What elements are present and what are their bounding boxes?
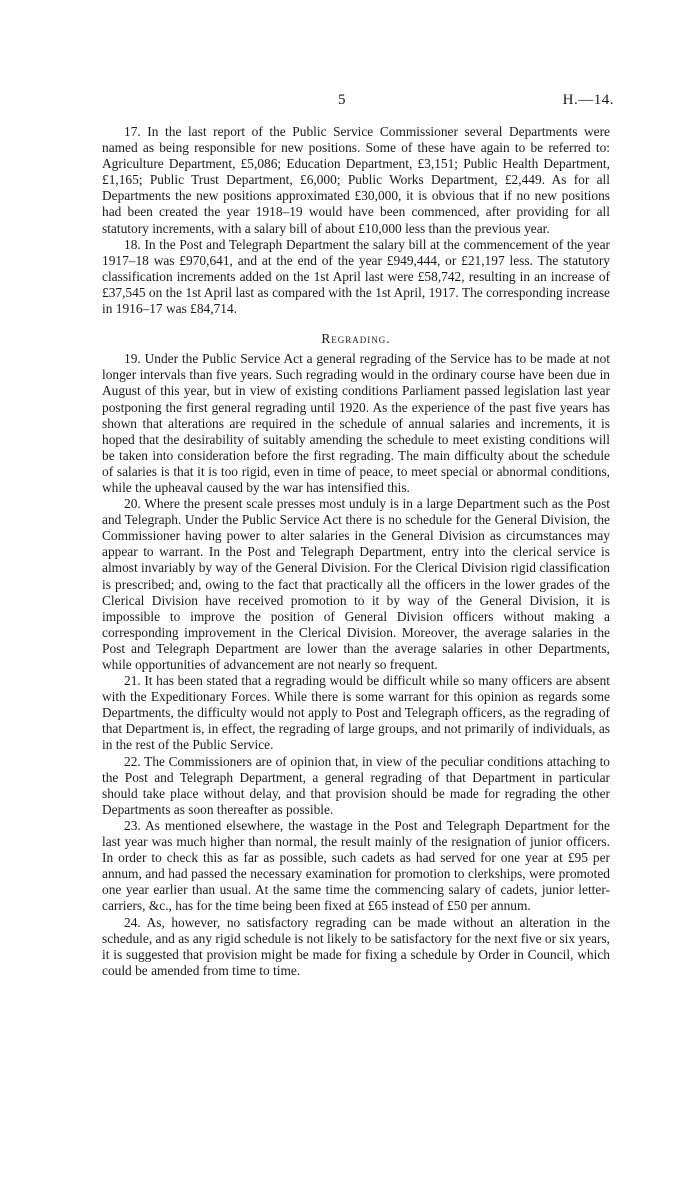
paragraph-22: 22. The Commissioners are of opinion that, in view of the peculiar conditions attaching to the Post and Telegraph Department, a general regrading of that Department in particular should take place without delay, and that provision should be made for regrading the other Departments as soon thereafter as possible.: [102, 753, 610, 817]
section-heading-regrading: Regrading.: [321, 331, 391, 347]
paragraph-20: 20. Where the present scale presses most unduly is in a large Department such as the Post and Telegraph. Under the Public Service Act there is no schedule for the General Division, the Commissioner having power to alter salaries in the General Division as circumstances may appear to warrant. In the Post and Telegraph Department, entry into the clerical service is almost invariably by way of the General Division. For the Clerical Division rigid classification is prescribed; and, owing to the fact that practically all the officers in the lower grades of the Clerical Division have received promotion to it by way of the General Division, it is impossible to improve the position of General Division officers without making a corresponding improvement in the Clerical Division. Moreover, the average salaries in the Post and Telegraph Department are lower than the average salaries in other Departments, while opportunities of advancement are not nearly so frequent.: [102, 496, 610, 672]
paragraph-23: 23. As mentioned elsewhere, the wastage in the Post and Telegraph Department for the last year was much higher than normal, the result mainly of the resignation of junior officers. In order to check this as far as possible, such cadets as had served for one year at £95 per annum, and had passed the necessary examination for promotion to clerkships, were promoted one year earlier than usual. At the same time the commencing salary of cadets, junior letter-carriers, &c., has for the time being been fixed at £65 instead of £50 per annum.: [102, 817, 610, 914]
document-series-reference: H.—14.: [562, 92, 614, 108]
page-header: [0, 92, 700, 110]
paragraph-21: 21. It has been stated that a regrading would be difficult while so many officers are absent with the Expeditionary Forces. While there is some warrant for this opinion as regards some Departments, the difficulty would not apply to Post and Telegraph officers, as the regrading of that Department is, in effect, the regrading of large groups, and not primarily of individuals, as in the rest of the Public Service.: [102, 673, 610, 753]
paragraph-18: 18. In the Post and Telegraph Department the salary bill at the commencement of the year 1917–18 was £970,641, and at the end of the year £949,444, or £21,197 less. The statutory classification increments added on the 1st April last were £58,742, resulting in an increase of £37,545 on the 1st April last as compared with the 1st April, 1917. The corresponding increase in 1916–17 was £84,714.: [102, 236, 610, 317]
page-number: 5: [338, 92, 346, 108]
paragraph-17: 17. In the last report of the Public Service Commissioner several Departments were named as being responsible for new positions. Some of these have again to be referred to: Agriculture Department, £5,086; Education Department, £3,151; Public Health Department, £1,165; Public Trust Department, £6,000; Public Works Department, £2,449. As for all Departments the new positions approximated £30,000, it is obvious that if no new positions had been created the year 1918–19 would have been commenced, after providing for all statutory increments, with a salary bill of about £10,000 less than the previous year.: [102, 124, 610, 236]
paragraph-24: 24. As, however, no satisfactory regrading can be made without an alteration in the schedule, and as any rigid schedule is not likely to be satisfactory for the next five or six years, it is suggested that provision might be made for fixing a schedule by Order in Council, which could be amended from time to time.: [102, 914, 610, 978]
report-body: [102, 124, 610, 979]
paragraph-19: 19. Under the Public Service Act a general regrading of the Service has to be made at not longer intervals than five years. Such regrading would in the ordinary course have been due in August of this year, but in view of existing conditions Parliament passed legislation last year postponing the first general regrading until 1920. As the experience of the past five years has shown that alterations are required in the schedule of annual salaries and increments, it is hoped that the desirability of suitably amending the schedule to meet existing conditions will be taken into consideration before the first regrading. The main difficulty about the schedule of salaries is that it is too rigid, even in time of peace, to meet special or abnormal conditions, while the upheaval caused by the war has intensified this.: [102, 351, 610, 495]
